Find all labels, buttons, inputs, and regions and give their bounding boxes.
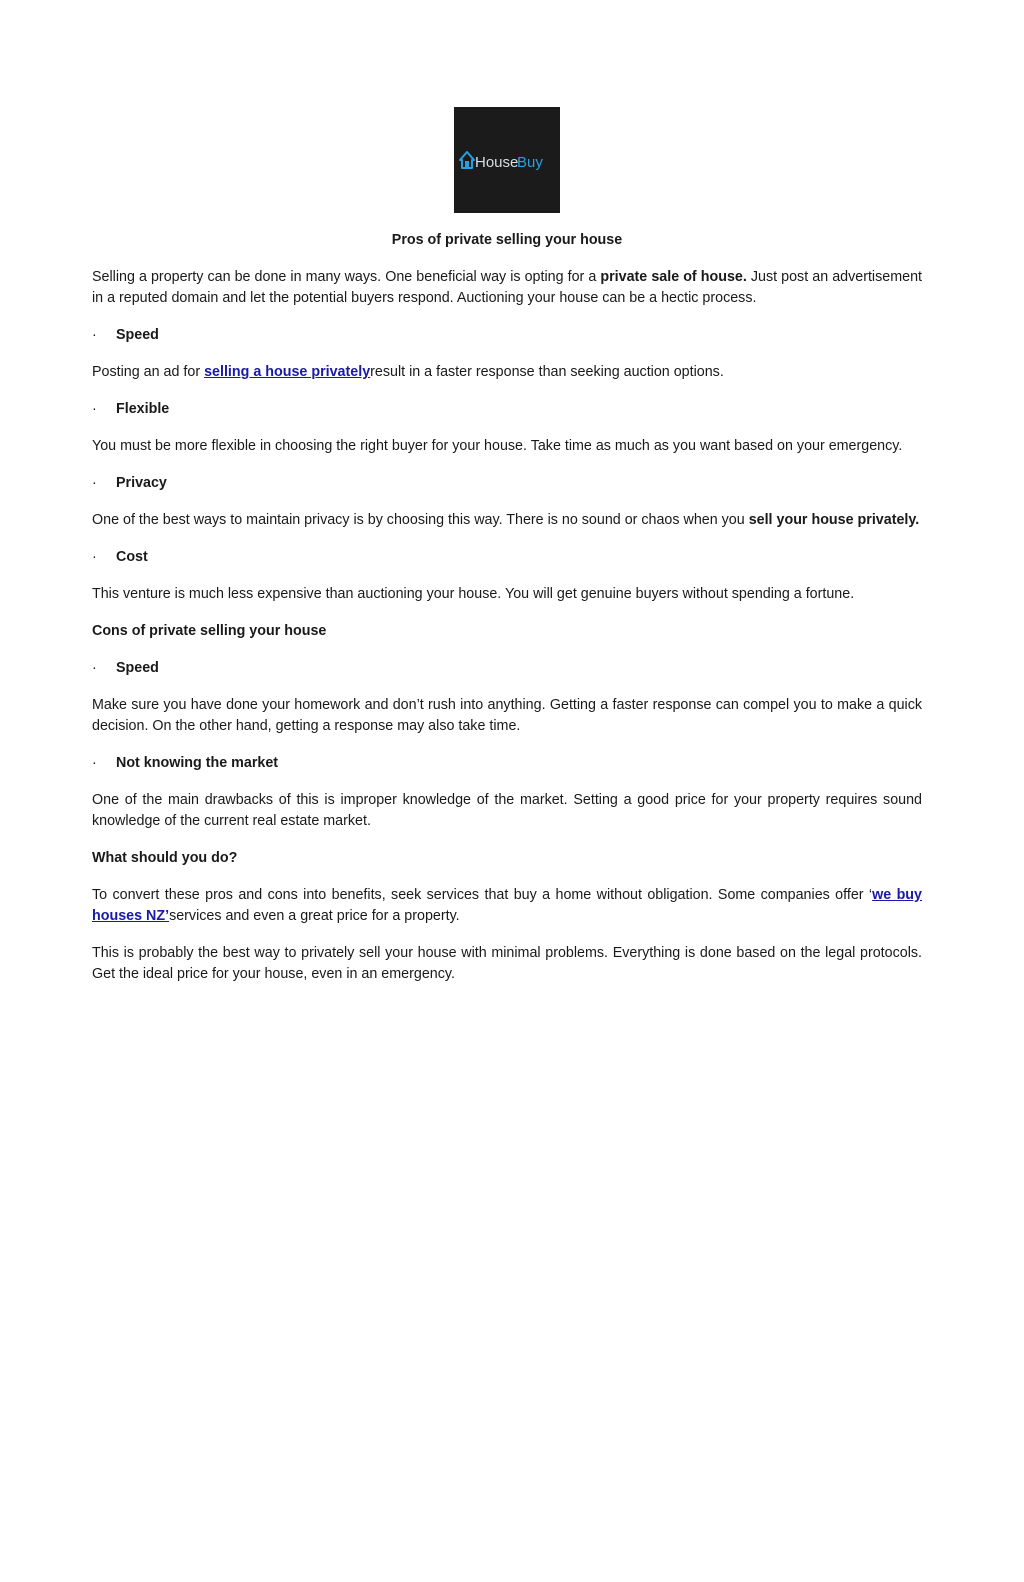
pros-item-label: Flexible — [116, 401, 170, 417]
pros-item-label: Privacy — [116, 475, 167, 491]
cost-paragraph: This venture is much less expensive than auctioning your house. You will get genuine buyers without spending a fortune. — [92, 586, 855, 602]
pros-item-privacy — [92, 473, 922, 494]
closing-paragraph: This is probably the best way to privately sell your house with minimal problems. Everything is done based on the legal protocols. Get the ideal price for your house, even in an emergency. — [92, 945, 922, 982]
housebuy-logo-mark — [459, 148, 555, 172]
selling-house-privately-link[interactable]: selling a house privately — [204, 364, 371, 380]
cons-heading: Cons of private selling your house — [92, 623, 327, 639]
bullet-dot: · — [92, 660, 97, 676]
document-body — [92, 107, 922, 985]
flexible-paragraph: You must be more flexible in choosing the right buyer for your house. Take time as much as you want based on your emergency. — [92, 438, 903, 454]
intro-bold: private sale of house. — [600, 269, 747, 285]
pros-item-label: Cost — [116, 549, 148, 565]
bullet-dot: · — [92, 401, 97, 417]
cons-item-label: Speed — [116, 660, 159, 676]
convert-paragraph: To convert these pros and cons into benefits, seek services that buy a home without obligation. Some companies offer ‘we buy houses NZ’services and even a great price for a property. — [92, 887, 922, 924]
bullet-dot: · — [92, 755, 97, 771]
pros-item-flexible — [92, 399, 922, 420]
cons-item-market — [92, 753, 922, 774]
logo-buy-text: Buy — [517, 154, 543, 171]
privacy-bold: sell your house privately. — [748, 512, 920, 528]
page-title: Pros of private selling your house — [391, 232, 623, 248]
we-buy-houses-link[interactable]: we buy houses NZ’ — [92, 887, 922, 924]
housebuy-logo — [454, 107, 560, 213]
intro-paragraph: Selling a property can be done in many ways. One beneficial way is opting for a private sale of house. Just post an advertisement in a reputed domain and let the potential buyers respond. Auctioning your house can be a hectic process. — [92, 269, 922, 306]
speed-paragraph: Posting an ad for selling a house privatelyresult in a faster response than seeking auction options. — [92, 364, 724, 380]
privacy-paragraph: One of the best ways to maintain privacy is by choosing this way. There is no sound or chaos when you sell your house privately. — [92, 512, 920, 528]
pros-item-cost — [92, 547, 922, 568]
what-heading: What should you do? — [92, 850, 238, 866]
bullet-dot: · — [92, 327, 97, 343]
cons-market-paragraph: One of the main drawbacks of this is improper knowledge of the market. Setting a good price for your property requires sound knowledge of the current real estate market. — [92, 792, 922, 829]
pros-item-speed — [92, 325, 922, 346]
bullet-dot: · — [92, 475, 97, 491]
cons-speed-paragraph: Make sure you have done your homework and don’t rush into anything. Getting a faster response can compel you to make a quick decision. On the other hand, getting a response may also take time. — [92, 697, 922, 734]
cons-item-speed — [92, 658, 922, 679]
logo-house-text: House — [475, 154, 519, 171]
cons-item-label: Not knowing the market — [116, 755, 279, 771]
bullet-dot: · — [92, 549, 97, 565]
house-door-icon — [465, 161, 469, 168]
pros-item-label: Speed — [116, 327, 159, 343]
